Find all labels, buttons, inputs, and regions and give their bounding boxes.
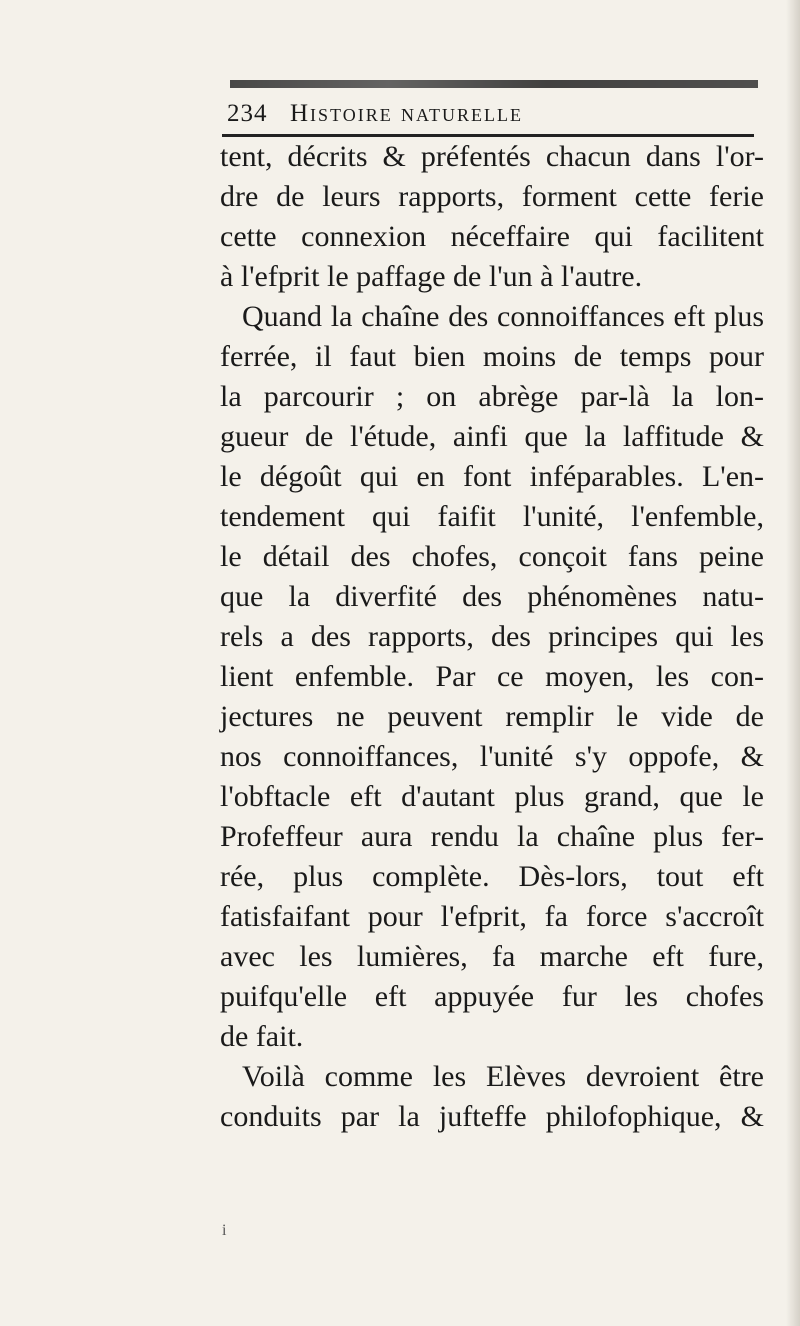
text-line: Voilà comme les Elèves devroient être xyxy=(242,1060,764,1093)
text-line: avec les lumières, fa marche eft fure, xyxy=(220,940,764,973)
top-ornamental-rule xyxy=(230,80,758,88)
text-line: puifqu'elle eft appuyée fur les chofes xyxy=(220,980,764,1013)
text-line: Profeffeur aura rendu la chaîne plus fer- xyxy=(220,820,764,853)
text-line: le dégoût qui en font inféparables. L'en- xyxy=(220,460,764,493)
text-line: de fait. xyxy=(220,1020,304,1053)
text-line: tent, décrits & préfentés chacun dans l'or- xyxy=(220,140,764,173)
text-line: lient enfemble. Par ce moyen, les con- xyxy=(220,660,764,693)
text-line: la parcourir ; on abrège par-là la lon- xyxy=(220,380,764,413)
text-line: tendement qui faifit l'unité, l'enfemble, xyxy=(220,500,764,533)
text-line: conduits par la jufteffe philofophique, & xyxy=(220,1100,764,1133)
running-title: Histoire naturelle xyxy=(290,100,523,127)
text-line: rels a des rapports, des principes qui les xyxy=(220,620,764,653)
text-line: l'obftacle eft d'autant plus grand, que le xyxy=(220,780,764,813)
page-edge-shadow xyxy=(786,0,800,1326)
text-line: le détail des chofes, conçoit fans peine xyxy=(220,540,764,573)
text-line: rée, plus complète. Dès-lors, tout eft xyxy=(220,860,764,893)
text-line: gueur de l'étude, ainfi que la laffitude & xyxy=(220,420,764,453)
text-line: jectures ne peuvent remplir le vide de xyxy=(220,700,764,733)
text-line: nos connoiffances, l'unité s'y oppofe, & xyxy=(220,740,764,773)
text-line: dre de leurs rapports, forment cette ferie xyxy=(220,180,764,213)
text-line: cette connexion néceffaire qui facilitent xyxy=(220,220,764,253)
catchword: i xyxy=(222,1222,227,1239)
text-line: fatisfaifant pour l'efprit, fa force s'accroît xyxy=(220,900,764,933)
text-line: ferrée, il faut bien moins de temps pour xyxy=(220,340,764,373)
text-line: que la diverfité des phénomènes natu- xyxy=(220,580,764,613)
text-line: à l'efprit le paffage de l'un à l'autre. xyxy=(220,260,643,293)
body-text xyxy=(220,137,780,1137)
text-line: Quand la chaîne des connoiffances eft plus xyxy=(242,300,764,333)
page-number: 234 xyxy=(227,100,268,127)
page-header xyxy=(225,100,755,136)
